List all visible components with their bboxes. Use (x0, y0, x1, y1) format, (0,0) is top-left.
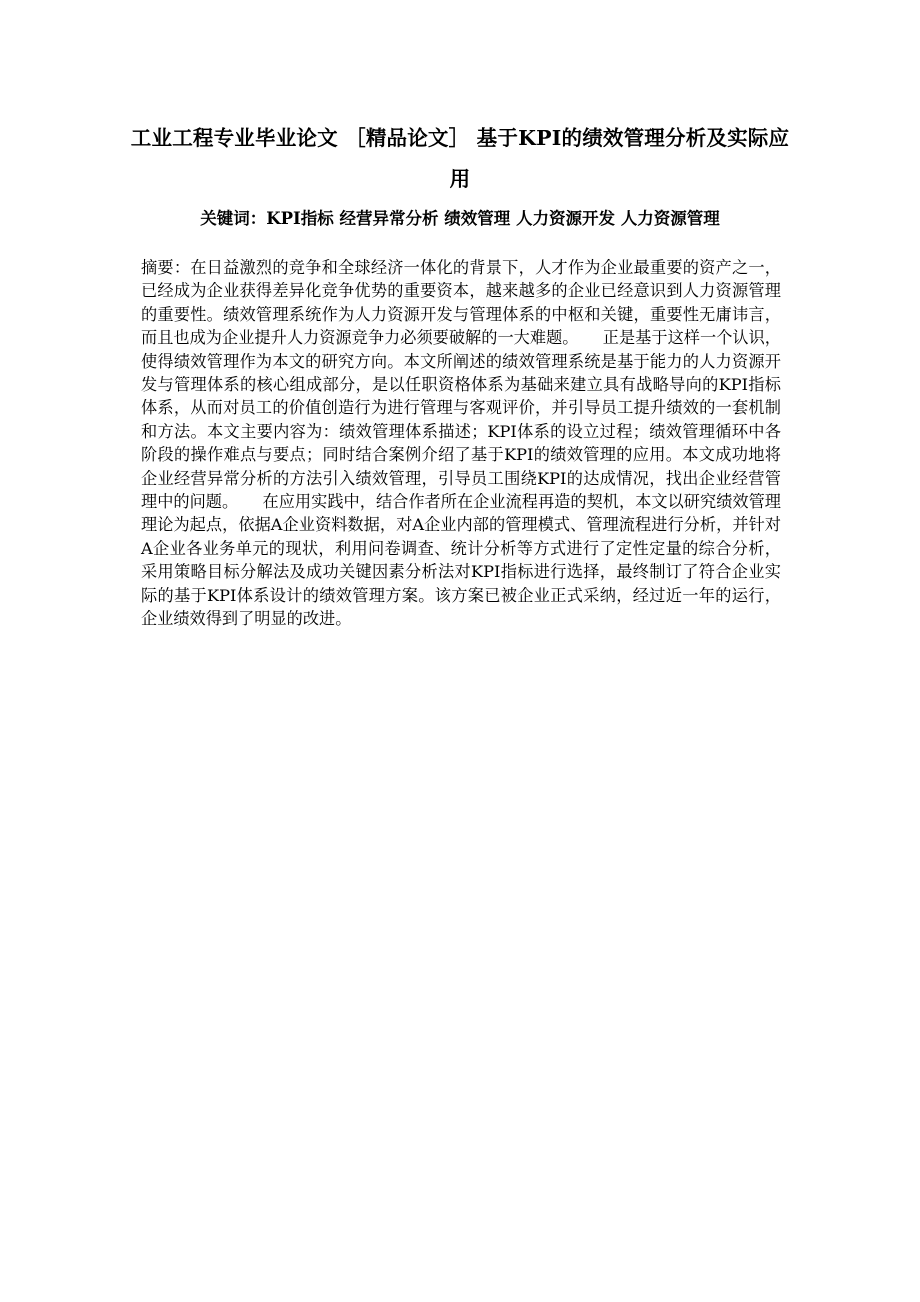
abstract-paragraph: 摘要：在日益激烈的竞争和全球经济一体化的背景下，人才作为企业最重要的资产之一，已经成为企业获得差异化竞争优势的重要资本，越来越多的企业已经意识到人力资源管理的重要性。绩效管理系统作为人力资源开发与管理体系的中枢和关键，重要性无庸讳言，而且也成为企业提升人力资源竞争力必须要破解的一大难题。 正是基于这样一个认识，使得绩效管理作为本文的研究方向。本文所阐述的绩效管理系统是基于能力的人力资源开发与管理体系的核心组成部分，是以任职资格体系为基础来建立具有战略导向的KPI指标体系，从而对员工的价值创造行为进行管理与客观评价，并引导员工提升绩效的一套机制和方法。本文主要内容为：绩效管理体系描述；KPI体系的设立过程；绩效管理循环中各阶段的操作难点与要点；同时结合案例介绍了基于KPI的绩效管理的应用。本文成功地将企业经营异常分析的方法引入绩效管理，引导员工围绕KPI的达成情况，找出企业经营管理中的问题。 在应用实践中，结合作者所在企业流程再造的契机，本文以研究绩效管理理论为起点，依据A企业资料数据，对A企业内部的管理模式、管理流程进行分析，并针对A企业各业务单元的现状，利用问卷调查、统计分析等方式进行了定性定量的综合分析，采用策略目标分解法及成功关键因素分析法对KPI指标进行选择，最终制订了符合企业实际的基于KPI体系设计的绩效管理方案。该方案已被企业正式采纳，经过近一年的运行，企业绩效得到了明显的改进。 (141, 258, 781, 629)
keywords-line: 关键词：KPI指标 经营异常分析 绩效管理 人力资源开发 人力资源管理 (200, 209, 720, 228)
paper-title: 工业工程专业毕业论文 ［精品论文］ 基于KPI的绩效管理分析及实际应用 (130, 126, 790, 191)
